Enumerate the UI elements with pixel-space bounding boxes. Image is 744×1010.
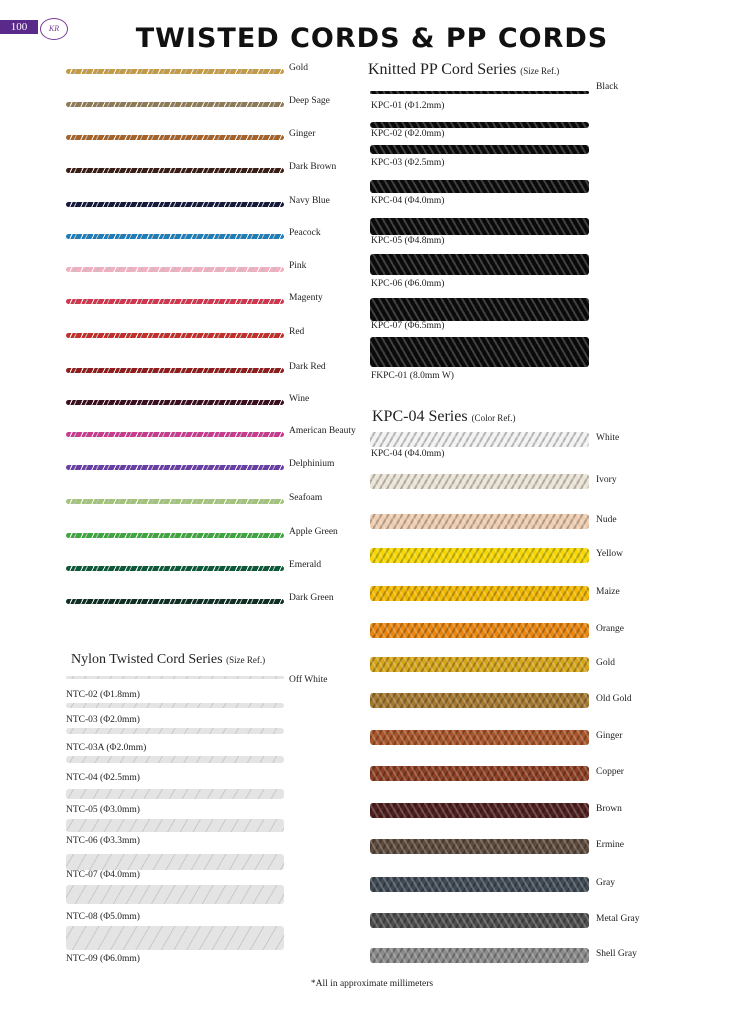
twisted-cord-swatch — [66, 135, 284, 140]
knitted-cord-label: KPC-03 (Φ2.5mm) — [371, 158, 445, 168]
knitted-cord-swatch — [370, 180, 589, 193]
kpc04-color-swatch — [370, 839, 589, 854]
twisted-cord-swatch — [66, 267, 284, 272]
twisted-cord-swatch — [66, 202, 284, 207]
twisted-cord-swatch — [66, 299, 284, 304]
nylon-cord-swatch — [66, 703, 284, 708]
knitted-cord-label: KPC-02 (Φ2.0mm) — [371, 129, 445, 139]
nylon-cord-swatch — [66, 885, 284, 904]
twisted-cord-swatch — [66, 333, 284, 338]
knitted-cord-swatch — [370, 298, 589, 321]
twisted-cord-swatch — [66, 465, 284, 470]
twisted-cord-label: Dark Red — [289, 362, 326, 372]
twisted-cord-label: Seafoam — [289, 493, 323, 503]
nylon-cord-label: NTC-04 (Φ2.5mm) — [66, 773, 140, 783]
kpc04-color-label: Nude — [596, 515, 617, 525]
twisted-cord-swatch — [66, 368, 284, 373]
kpc04-color-swatch — [370, 730, 589, 745]
twisted-cord-swatch — [66, 69, 284, 74]
twisted-cord-label: Magenty — [289, 293, 323, 303]
twisted-cord-label: Ginger — [289, 129, 316, 139]
nylon-cord-label: NTC-06 (Φ3.3mm) — [66, 836, 140, 846]
brand-logo: KR — [40, 18, 68, 40]
twisted-cord-label: Navy Blue — [289, 196, 330, 206]
nylon-cord-label: NTC-02 (Φ1.8mm) — [66, 690, 140, 700]
footnote: *All in approximate millimeters — [310, 979, 434, 989]
twisted-cord-label: Wine — [289, 394, 310, 404]
kpc04-color-label: Copper — [596, 767, 624, 777]
page-title: TWISTED CORDS & PP CORDS — [135, 23, 609, 54]
kpc04-color-swatch — [370, 913, 589, 928]
nylon-color-label: Off White — [289, 675, 328, 685]
twisted-cord-label: Gold — [289, 63, 308, 73]
nylon-cord-label: NTC-07 (Φ4.0mm) — [66, 870, 140, 880]
nylon-cord-swatch — [66, 728, 284, 734]
kpc04-color-label: Shell Gray — [596, 949, 637, 959]
nylon-cord-label: NTC-03 (Φ2.0mm) — [66, 715, 140, 725]
knitted-color-label: Black — [596, 82, 619, 92]
kpc04-color-label: Brown — [596, 804, 622, 814]
twisted-cord-swatch — [66, 102, 284, 107]
knitted-cord-swatch — [370, 145, 589, 154]
knitted-cord-label: KPC-04 (Φ4.0mm) — [371, 196, 445, 206]
nylon-cord-swatch — [66, 819, 284, 832]
nylon-cord-swatch — [66, 789, 284, 799]
kpc04-color-label: White — [596, 433, 620, 443]
knitted-cord-label: KPC-06 (Φ6.0mm) — [371, 279, 445, 289]
kpc04-color-label: Orange — [596, 624, 624, 634]
kpc04-color-label: Ermine — [596, 840, 624, 850]
twisted-cord-label: Dark Brown — [289, 162, 337, 172]
nylon-section-title: Nylon Twisted Cord Series (Size Ref.) — [71, 652, 266, 667]
nylon-cord-swatch — [66, 756, 284, 763]
knitted-cord-label: KPC-01 (Φ1.2mm) — [371, 101, 445, 111]
kpc04-color-label: Ginger — [596, 731, 623, 741]
knitted-cord-swatch — [370, 91, 589, 94]
kpc04-color-swatch — [370, 948, 589, 963]
nylon-cord-swatch — [66, 926, 284, 950]
twisted-cord-swatch — [66, 499, 284, 504]
page-number: 100 — [0, 20, 38, 34]
twisted-cord-label: Emerald — [289, 560, 322, 570]
twisted-cord-swatch — [66, 432, 284, 437]
kpc04-color-label: Ivory — [596, 475, 617, 485]
knitted-cord-swatch — [370, 254, 589, 275]
nylon-cord-label: NTC-08 (Φ5.0mm) — [66, 912, 140, 922]
kpc04-color-swatch — [370, 803, 589, 818]
twisted-cord-swatch — [66, 566, 284, 571]
knitted-cord-swatch — [370, 122, 589, 128]
nylon-cord-swatch — [66, 854, 284, 870]
kpc04-color-label: Old Gold — [596, 694, 632, 704]
knitted-cord-swatch — [370, 337, 589, 367]
twisted-cord-swatch — [66, 533, 284, 538]
kpc04-color-swatch — [370, 657, 589, 672]
kpc04-color-swatch — [370, 877, 589, 892]
kpc04-color-label: Maize — [596, 587, 620, 597]
twisted-cord-label: Red — [289, 327, 305, 337]
knitted-cord-label: KPC-05 (Φ4.8mm) — [371, 236, 445, 246]
nylon-cord-label: NTC-09 (Φ6.0mm) — [66, 954, 140, 964]
twisted-cord-label: Pink — [289, 261, 307, 271]
kpc04-color-label: Gold — [596, 658, 615, 668]
twisted-cord-swatch — [66, 234, 284, 239]
nylon-cord-label: NTC-03A (Φ2.0mm) — [66, 743, 147, 753]
kpc04-color-label: Yellow — [596, 549, 624, 559]
twisted-cord-swatch — [66, 599, 284, 604]
kpc04-color-label: Gray — [596, 878, 615, 888]
knitted-cord-swatch — [370, 218, 589, 235]
twisted-cord-label: Apple Green — [289, 527, 338, 537]
kpc04-color-swatch — [370, 432, 589, 447]
kpc04-color-swatch — [370, 514, 589, 529]
knitted-cord-label: KPC-07 (Φ6.5mm) — [371, 321, 445, 331]
kpc04-color-label: Metal Gray — [596, 914, 640, 924]
kpc04-color-swatch — [370, 586, 589, 601]
twisted-cord-label: Peacock — [289, 228, 321, 238]
twisted-cord-label: Dark Green — [289, 593, 334, 603]
kpc04-sub-label: KPC-04 (Φ4.0mm) — [371, 449, 445, 459]
kpc04-color-swatch — [370, 693, 589, 708]
kpc04-color-swatch — [370, 474, 589, 489]
kpc04-color-swatch — [370, 623, 589, 638]
knitted-cord-label: FKPC-01 (8.0mm W) — [371, 371, 454, 381]
kpc04-section-title: KPC-04 Series (Color Ref.) — [372, 408, 516, 425]
kpc04-color-swatch — [370, 766, 589, 781]
twisted-cord-label: Deep Sage — [289, 96, 330, 106]
twisted-cord-label: Delphinium — [289, 459, 335, 469]
twisted-cord-label: American Beauty — [289, 426, 356, 436]
knitted-section-title: Knitted PP Cord Series (Size Ref.) — [368, 61, 560, 78]
nylon-cord-label: NTC-05 (Φ3.0mm) — [66, 805, 140, 815]
kpc04-color-swatch — [370, 548, 589, 563]
nylon-cord-swatch — [66, 676, 284, 679]
twisted-cord-swatch — [66, 168, 284, 173]
twisted-cord-swatch — [66, 400, 284, 405]
